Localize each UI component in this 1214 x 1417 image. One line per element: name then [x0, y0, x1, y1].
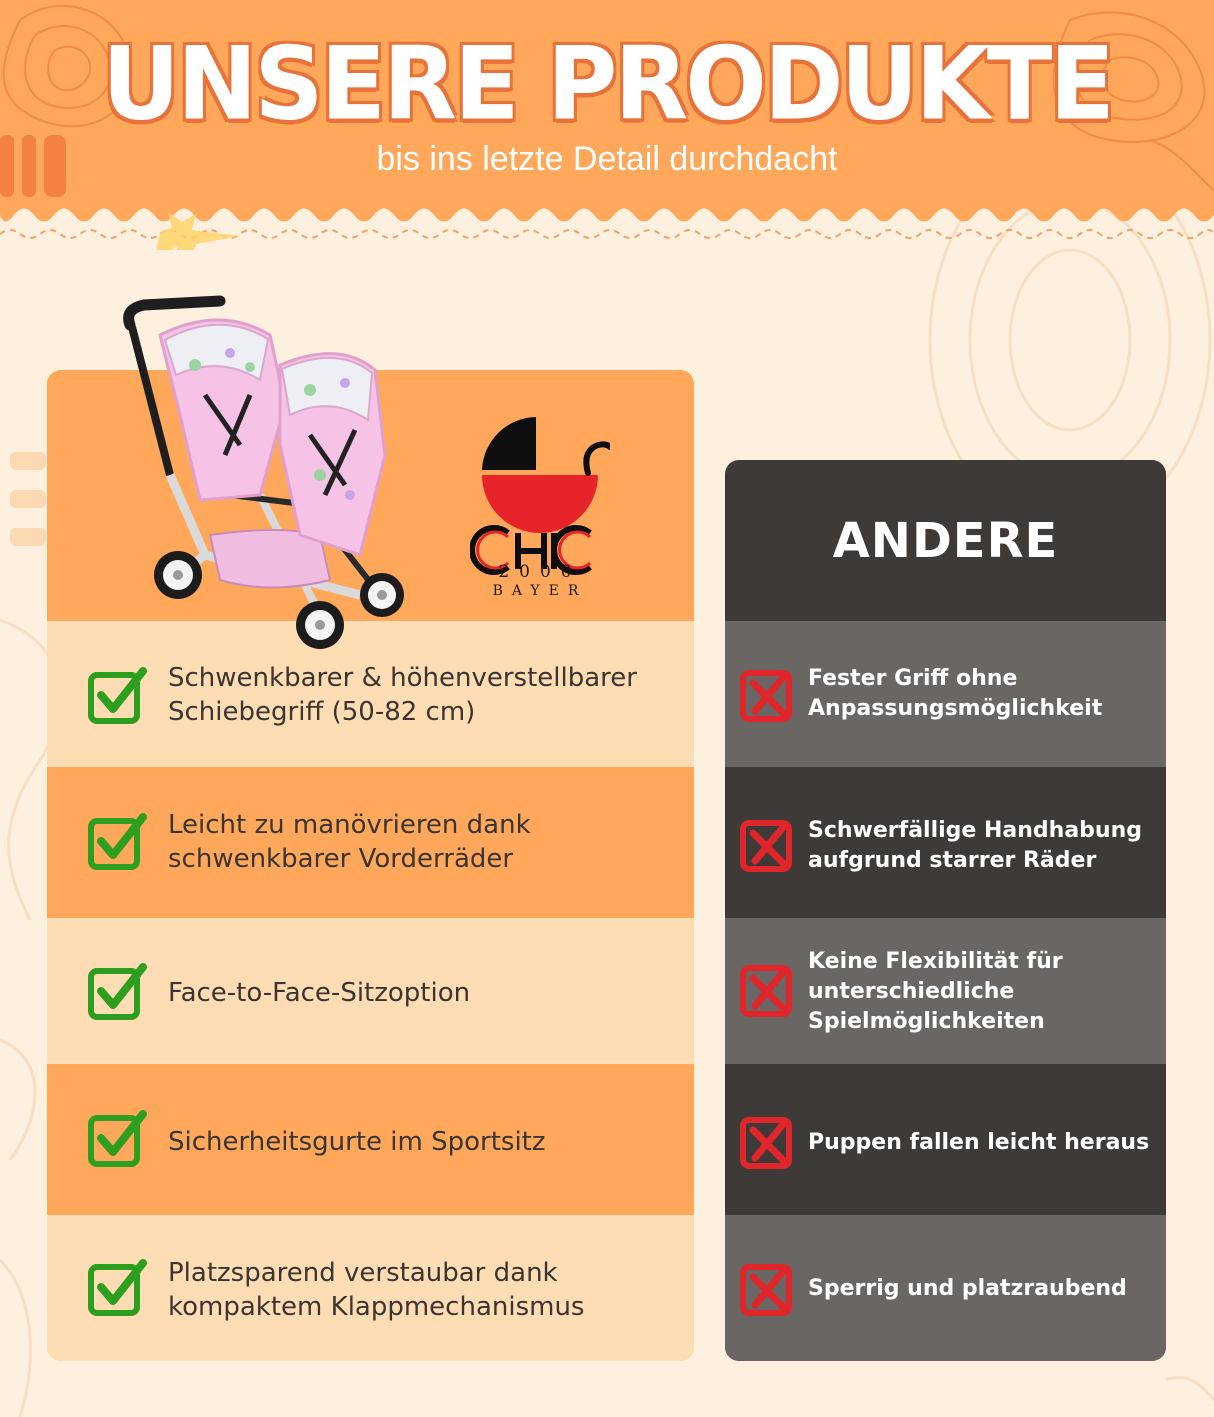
logo-number: 2000	[498, 562, 582, 582]
competitor-issue-row	[725, 918, 1166, 1064]
competitor-issue-text: Sperrig und platzraubend	[808, 1276, 1127, 1301]
competitor-issue-row	[725, 1215, 1166, 1361]
our-feature-text: Sicherheitsgurte im Sportsitz	[168, 1127, 546, 1157]
check-icon	[87, 1257, 149, 1319]
page-title: UNSERE PRODUKTE	[102, 25, 1112, 143]
our-feature-text: Platzsparend verstaubar dank kompaktem Klappmechanismus	[168, 1258, 585, 1322]
our-feature-row	[47, 1215, 694, 1361]
competitor-issue-row	[725, 621, 1166, 767]
check-icon	[87, 1108, 149, 1170]
cross-icon	[739, 1259, 797, 1317]
competitor-issue-row	[725, 767, 1166, 918]
logo-brand-name: BAYER	[492, 583, 588, 599]
check-icon	[87, 811, 149, 873]
competitors-panel	[725, 460, 1166, 1361]
page-subtitle: bis ins letzte Detail durchdacht	[376, 140, 838, 178]
our-feature-text: Leicht zu manövrieren dank schwenkbarer Vorderräder	[168, 810, 531, 874]
our-feature-row	[47, 918, 694, 1064]
our-feature-text: Schwenkbarer & höhenverstellbarer Schiebegriff (50-82 cm)	[168, 663, 637, 727]
cross-icon	[739, 1112, 797, 1170]
our-feature-row	[47, 767, 694, 918]
competitor-issue-text: Puppen fallen leicht heraus	[808, 1130, 1150, 1155]
competitor-issue-text: Keine Flexibilität für unterschiedliche Spielmöglichkeiten	[808, 949, 1063, 1034]
check-icon	[87, 665, 149, 727]
cross-icon	[739, 665, 797, 723]
competitor-issue-text: Fester Griff ohne Anpassungsmöglichkeit	[808, 666, 1103, 721]
cross-icon	[739, 815, 797, 873]
our-feature-text: Face-to-Face-Sitzoption	[168, 978, 471, 1008]
check-icon	[87, 961, 149, 1023]
competitors-title: ANDERE	[832, 512, 1059, 569]
twin-doll-stroller-image	[110, 295, 420, 660]
competitors-header	[725, 460, 1166, 621]
cross-icon	[739, 960, 797, 1018]
competitor-issue-row	[725, 1064, 1166, 1215]
competitor-issue-text: Schwerfällige Handhabung aufgrund starrer Räder	[808, 818, 1143, 873]
our-feature-row	[47, 1064, 694, 1215]
